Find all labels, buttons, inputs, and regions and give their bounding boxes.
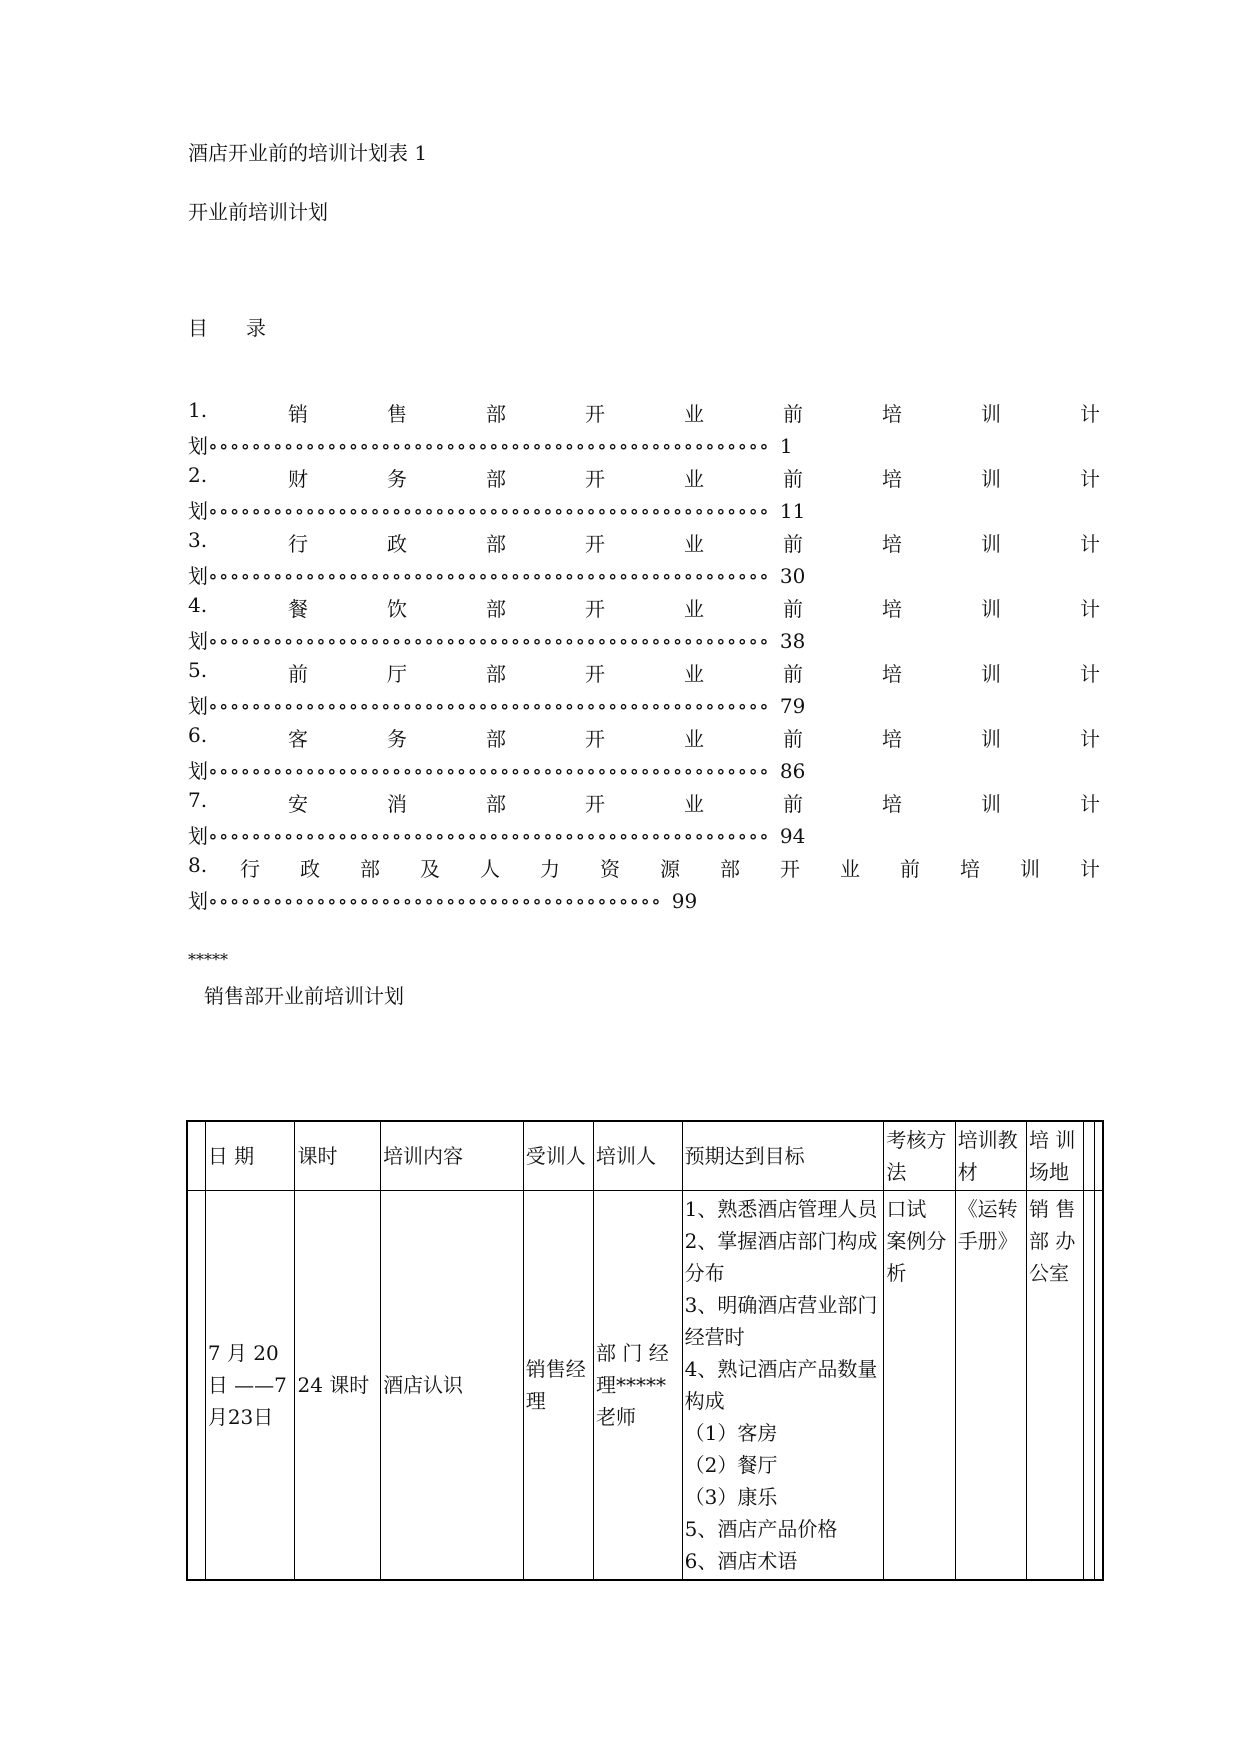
toc-entry-number: 4. <box>188 593 208 617</box>
goal-item: 1、熟悉酒店管理人员 <box>684 1197 878 1221</box>
toc-entry-char: 开 <box>585 532 605 556</box>
toc-entry[interactable] <box>188 593 1100 658</box>
toc-page-number: 79 <box>779 694 806 718</box>
toc-entry-char: 计 <box>1080 662 1100 686</box>
toc-entry-line <box>188 528 1100 558</box>
toc-entry-char: 部 <box>720 857 740 881</box>
toc-entry-char: 训 <box>981 792 1001 816</box>
header-venue: 培 训场地 <box>1027 1121 1084 1191</box>
toc-page-number: 1 <box>779 434 793 458</box>
header-hours: 课时 <box>295 1121 381 1191</box>
toc-page-number: 30 <box>779 564 806 588</box>
cell-trainer: 部 门 经理***** 老师 <box>594 1191 683 1581</box>
toc-entry-char: 训 <box>981 597 1001 621</box>
toc-entry-char: 开 <box>780 857 800 881</box>
toc-heading <box>188 312 266 341</box>
table-header-row <box>187 1121 1103 1191</box>
toc-entry[interactable] <box>188 463 1100 528</box>
toc-entry-tail: 划 <box>188 759 208 783</box>
goal-item: 2、掌握酒店部门构成分布 <box>684 1229 878 1285</box>
toc-entry-char: 训 <box>981 727 1001 751</box>
toc-page-number: 94 <box>779 824 806 848</box>
header-assess: 考核方法 <box>884 1121 955 1191</box>
toc-entry-line <box>188 593 1100 623</box>
toc-page-number: 11 <box>779 499 806 523</box>
toc-entry-char: 计 <box>1080 727 1100 751</box>
toc-entry-char: 部 <box>486 532 506 556</box>
toc-entry-char: 客 <box>288 727 308 751</box>
header-trainer: 培训人 <box>594 1121 683 1191</box>
toc-entry-char: 培 <box>882 467 902 491</box>
toc-entry-char: 训 <box>981 467 1001 491</box>
toc-entry-char: 资 <box>600 857 620 881</box>
cell-goal <box>682 1191 884 1581</box>
cell-trainee: 销售经理 <box>523 1191 593 1581</box>
toc-page-number: 99 <box>671 889 698 913</box>
toc-entry-char: 前 <box>783 727 803 751</box>
toc-entry-char: 源 <box>660 857 680 881</box>
toc-entry-char: 计 <box>1080 532 1100 556</box>
toc-entry-char: 培 <box>882 597 902 621</box>
stars-mark: ***** <box>188 950 228 969</box>
toc-entry-char: 培 <box>882 727 902 751</box>
toc-entry-tail: 划 <box>188 629 208 653</box>
toc-entry-char: 开 <box>585 792 605 816</box>
toc-entry-char: 业 <box>684 792 704 816</box>
goal-item: 4、熟记酒店产品数量构成 <box>684 1357 878 1413</box>
toc-entry-tail: 划 <box>188 564 208 588</box>
toc-entry-line <box>188 398 1100 428</box>
toc-entry-char: 人 <box>480 857 500 881</box>
toc-heading-char: 录 <box>246 316 266 340</box>
goal-item: （1）客房 <box>684 1421 778 1445</box>
toc-entry-char: 前 <box>288 662 308 686</box>
toc-entry[interactable] <box>188 788 1100 853</box>
toc-entry-line <box>188 788 1100 818</box>
document-subtitle: 开业前培训计划 <box>188 200 328 224</box>
toc-entry-char: 计 <box>1080 467 1100 491</box>
cell-content: 酒店认识 <box>381 1191 524 1581</box>
toc-entry-tail: 划 <box>188 694 208 718</box>
toc-entry-number: 2. <box>188 463 208 487</box>
toc-entry-char: 开 <box>585 727 605 751</box>
document-title: 酒店开业前的培训计划表 1 <box>188 141 428 165</box>
toc-entry-char: 开 <box>585 597 605 621</box>
goal-item: （3）康乐 <box>684 1485 778 1509</box>
toc-entry-char: 销 <box>288 402 308 426</box>
toc-entry-line <box>188 658 1100 688</box>
goal-item: 5、酒店产品价格 <box>684 1517 838 1541</box>
toc-entry-number: 5. <box>188 658 208 682</box>
toc-entry-char: 培 <box>882 792 902 816</box>
toc-entry[interactable] <box>188 853 1100 918</box>
toc-entry-char: 业 <box>684 402 704 426</box>
toc-entry-char: 部 <box>486 792 506 816</box>
toc-entry-char: 务 <box>387 727 407 751</box>
table-row <box>187 1191 1103 1581</box>
toc-entry-tail: 划 <box>188 824 208 848</box>
toc-entry-char: 餐 <box>288 597 308 621</box>
toc-entry-char: 培 <box>882 402 902 426</box>
toc-entry-number: 1. <box>188 398 208 422</box>
toc-entry-char: 开 <box>585 467 605 491</box>
toc-page-number: 38 <box>779 629 806 653</box>
table-of-contents <box>188 398 1100 918</box>
toc-entry-char: 计 <box>1080 792 1100 816</box>
toc-entry-char: 前 <box>783 532 803 556</box>
header-goal: 预期达到目标 <box>682 1121 884 1191</box>
toc-entry-char: 培 <box>882 662 902 686</box>
toc-entry-char: 部 <box>360 857 380 881</box>
toc-entry-char: 业 <box>684 727 704 751</box>
toc-entry-number: 6. <box>188 723 208 747</box>
header-date: 日 期 <box>205 1121 295 1191</box>
toc-entry-char: 业 <box>684 662 704 686</box>
toc-entry[interactable] <box>188 398 1100 463</box>
toc-entry-char: 饮 <box>387 597 407 621</box>
toc-entry-char: 财 <box>288 467 308 491</box>
blank-cell <box>187 1121 205 1191</box>
toc-leader-dots: ∘∘∘∘∘∘∘∘∘∘∘∘∘∘∘∘∘∘∘∘∘∘∘∘∘∘∘∘∘∘∘∘∘∘∘∘∘∘∘∘∘∘∘∘∘∘∘∘∘∘∘∘ <box>208 499 770 523</box>
toc-entry-char: 业 <box>684 467 704 491</box>
toc-entry-char: 部 <box>486 597 506 621</box>
toc-entry-char: 计 <box>1080 402 1100 426</box>
toc-heading-char: 目 <box>188 316 208 340</box>
toc-entry-char: 及 <box>420 857 440 881</box>
toc-leader-dots: ∘∘∘∘∘∘∘∘∘∘∘∘∘∘∘∘∘∘∘∘∘∘∘∘∘∘∘∘∘∘∘∘∘∘∘∘∘∘∘∘∘∘∘∘∘∘∘∘∘∘∘∘ <box>208 759 770 783</box>
toc-entry-char: 部 <box>486 402 506 426</box>
toc-entry-char: 训 <box>981 662 1001 686</box>
toc-entry-char: 前 <box>783 792 803 816</box>
toc-entry-char: 政 <box>300 857 320 881</box>
toc-leader-dots: ∘∘∘∘∘∘∘∘∘∘∘∘∘∘∘∘∘∘∘∘∘∘∘∘∘∘∘∘∘∘∘∘∘∘∘∘∘∘∘∘∘∘∘∘∘∘∘∘∘∘∘∘ <box>208 694 770 718</box>
blank-cell <box>1095 1121 1103 1191</box>
toc-entry-tail: 划 <box>188 434 208 458</box>
toc-entry-char: 部 <box>486 727 506 751</box>
toc-entry-number: 8. <box>188 853 208 877</box>
toc-entry-char: 计 <box>1080 597 1100 621</box>
toc-entry-char: 厅 <box>387 662 407 686</box>
toc-entry-char: 前 <box>783 402 803 426</box>
toc-entry-char: 训 <box>1020 857 1040 881</box>
toc-entry-char: 售 <box>387 402 407 426</box>
toc-entry-char: 力 <box>540 857 560 881</box>
goal-item: 6、酒店术语 <box>684 1549 798 1573</box>
toc-entry-char: 前 <box>900 857 920 881</box>
toc-leader-dots: ∘∘∘∘∘∘∘∘∘∘∘∘∘∘∘∘∘∘∘∘∘∘∘∘∘∘∘∘∘∘∘∘∘∘∘∘∘∘∘∘∘∘∘∘∘∘∘∘∘∘∘∘ <box>208 824 770 848</box>
toc-entry-number: 3. <box>188 528 208 552</box>
header-content: 培训内容 <box>381 1121 524 1191</box>
toc-entry-char: 训 <box>981 532 1001 556</box>
toc-entry-char: 训 <box>981 402 1001 426</box>
toc-entry-char: 前 <box>783 662 803 686</box>
goal-item: 3、明确酒店营业部门经营时 <box>684 1293 878 1349</box>
toc-leader-dots: ∘∘∘∘∘∘∘∘∘∘∘∘∘∘∘∘∘∘∘∘∘∘∘∘∘∘∘∘∘∘∘∘∘∘∘∘∘∘∘∘∘∘∘∘∘∘∘∘∘∘∘∘ <box>208 564 770 588</box>
toc-entry-tail: 划 <box>188 889 208 913</box>
blank-cell <box>1084 1121 1095 1191</box>
training-plan-table <box>186 1120 1104 1581</box>
header-trainee: 受训人 <box>523 1121 593 1191</box>
toc-entry-char: 前 <box>783 597 803 621</box>
header-material: 培训教材 <box>955 1121 1026 1191</box>
toc-page-number: 86 <box>779 759 806 783</box>
toc-entry-char: 业 <box>684 597 704 621</box>
toc-entry-tail: 划 <box>188 499 208 523</box>
toc-entry-char: 培 <box>882 532 902 556</box>
toc-entry-line <box>188 723 1100 753</box>
toc-entry-char: 务 <box>387 467 407 491</box>
toc-entry-char: 部 <box>486 467 506 491</box>
cell-material: 《运转手册》 <box>955 1191 1026 1581</box>
toc-entry-char: 开 <box>585 402 605 426</box>
toc-leader-dots: ∘∘∘∘∘∘∘∘∘∘∘∘∘∘∘∘∘∘∘∘∘∘∘∘∘∘∘∘∘∘∘∘∘∘∘∘∘∘∘∘∘∘∘∘∘∘∘∘∘∘∘∘ <box>208 629 770 653</box>
toc-entry-char: 行 <box>288 532 308 556</box>
toc-entry[interactable] <box>188 528 1100 593</box>
toc-entry-char: 业 <box>840 857 860 881</box>
cell-hours: 24 课时 <box>295 1191 381 1581</box>
toc-entry-char: 消 <box>387 792 407 816</box>
toc-entry-char: 培 <box>960 857 980 881</box>
toc-entry[interactable] <box>188 658 1100 723</box>
section-title: 销售部开业前培训计划 <box>204 984 404 1008</box>
goal-item: （2）餐厅 <box>684 1453 778 1477</box>
toc-entry-char: 业 <box>684 532 704 556</box>
toc-leader-dots: ∘∘∘∘∘∘∘∘∘∘∘∘∘∘∘∘∘∘∘∘∘∘∘∘∘∘∘∘∘∘∘∘∘∘∘∘∘∘∘∘∘∘ <box>208 889 662 913</box>
cell-assess: 口试 案例分析 <box>884 1191 955 1581</box>
blank-cell <box>1084 1191 1095 1581</box>
toc-entry-char: 安 <box>288 792 308 816</box>
toc-entry-line <box>188 853 1100 883</box>
toc-entry-number: 7. <box>188 788 208 812</box>
toc-entry-char: 前 <box>783 467 803 491</box>
toc-entry-char: 部 <box>486 662 506 686</box>
toc-entry-char: 政 <box>387 532 407 556</box>
blank-cell <box>187 1191 205 1581</box>
cell-date: 7 月 20日 ——7月23日 <box>205 1191 295 1581</box>
blank-cell <box>1095 1191 1103 1581</box>
cell-venue: 销 售部 办公室 <box>1027 1191 1084 1581</box>
toc-entry-char: 计 <box>1080 857 1100 881</box>
toc-leader-dots: ∘∘∘∘∘∘∘∘∘∘∘∘∘∘∘∘∘∘∘∘∘∘∘∘∘∘∘∘∘∘∘∘∘∘∘∘∘∘∘∘∘∘∘∘∘∘∘∘∘∘∘∘ <box>208 434 770 458</box>
toc-entry-char: 行 <box>240 857 260 881</box>
toc-entry-line <box>188 463 1100 493</box>
toc-entry[interactable] <box>188 723 1100 788</box>
toc-entry-char: 开 <box>585 662 605 686</box>
